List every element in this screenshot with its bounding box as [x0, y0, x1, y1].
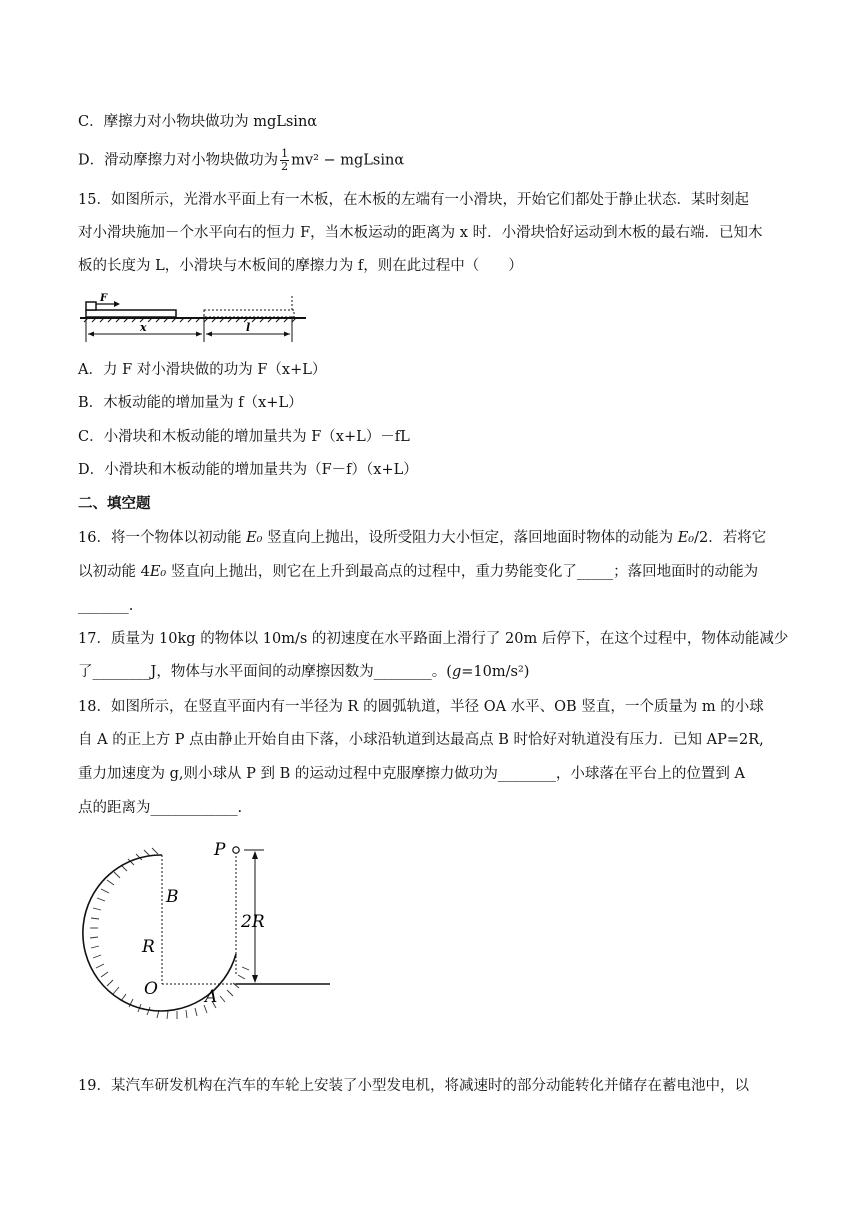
- q14-option-d-suffix: mv² − mgLsinα: [291, 152, 405, 169]
- q16-line3: _______.: [78, 598, 134, 614]
- q17-text-1: 了________J，物体与水平面间的动摩擦因数为________。(: [78, 664, 452, 680]
- q18-line2: 自 A 的正上方 P 点由静止开始自由下落，小球沿轨道到达最高点 B 时恰好对轨道没有压力．已知 AP=2R,: [78, 732, 764, 748]
- q15-option-c: C．小滑块和木板动能的增加量共为 F（x+L）－fL: [78, 429, 410, 445]
- e0-symbol: E₀: [149, 564, 167, 580]
- slider-block: [86, 302, 96, 310]
- q17-line1: 17．质量为 10kg 的物体以 10m/s 的初速度在水平路面上滑行了 20m 后停下，在这个过程中，物体动能减少: [78, 631, 789, 647]
- q15-stem-line1: 15．如图所示，光滑水平面上有一木板，在木板的左端有一小滑块，开始它们都处于静止状态．某时刻起: [78, 192, 749, 208]
- q16-line2: [78, 562, 758, 582]
- half-fraction: [280, 148, 289, 173]
- fraction-numerator: 1: [281, 147, 289, 160]
- q17-text-2: =10m/s²): [461, 664, 530, 680]
- section-title: 二、填空题: [78, 495, 151, 512]
- label-a: A: [205, 987, 218, 1007]
- q15-option-d: D．小滑块和木板动能的增加量共为（F－f）（x+L）: [78, 462, 418, 478]
- g-symbol: g: [451, 664, 462, 680]
- q18-line1: 18．如图所示，在竖直平面内有一半径为 R 的圆弧轨道，半径 OA 水平、OB 竖直，一个质量为 m 的小球: [78, 699, 764, 715]
- ball: [233, 847, 239, 853]
- q16-text-3: /2．若将它: [694, 530, 767, 546]
- q16-text-4: 以初动能 4: [78, 564, 150, 580]
- label-2r: 2R: [241, 912, 265, 932]
- q15-board-diagram: [78, 290, 318, 348]
- q16-line1: [78, 528, 766, 548]
- label-r: R: [142, 937, 155, 957]
- q14-option-c: C．摩擦力对小物块做功为 mgLsinα: [78, 114, 318, 130]
- q15-option-b: B．木板动能的增加量为 f（x+L）: [78, 395, 303, 411]
- q14-option-d-prefix: D．滑动摩擦力对小物块做功为: [78, 152, 279, 169]
- e0-symbol: E₀: [246, 530, 263, 546]
- q18-line3: 重力加速度为 g,则小球从 P 到 B 的运动过程中克服摩擦力做功为________，小球落在平台上的位置到 A: [78, 766, 745, 782]
- q19-line1: 19．某汽车研发机构在汽车的车轮上安装了小型发电机，将减速时的部分动能转化并储存在蓄电池中，以: [78, 1078, 749, 1094]
- q18-line4: 点的距离为____________.: [78, 800, 243, 816]
- board-final-position: [204, 310, 294, 317]
- q16-text-5: 竖直向上抛出，则它在上升到最高点的过程中，重力势能变化了_____；落回地面时的动能为: [166, 564, 759, 580]
- fraction-denominator: 2: [281, 160, 289, 173]
- q14-option-d: [78, 148, 404, 173]
- q16-text-1: 16．将一个物体以初动能: [78, 530, 247, 546]
- q16-text-2: 竖直向上抛出，设所受阻力大小恒定，落回地面时物体的动能为: [262, 530, 678, 546]
- label-p: P: [214, 840, 226, 860]
- q17-line2: [78, 662, 529, 682]
- e0-symbol: E₀: [677, 530, 695, 546]
- q15-stem-line2: 对小滑块施加－个水平向右的恒力 F，当木板运动的距离为 x 时．小滑块恰好运动到木板的最右端．已知木: [78, 225, 763, 241]
- label-o: O: [144, 979, 158, 999]
- q15-option-a: A．力 F 对小滑块做的功为 F（x+L）: [78, 362, 327, 378]
- force-label: F: [100, 293, 108, 304]
- q15-stem-line3: 板的长度为 L，小滑块与木板间的摩擦力为 f，则在此过程中（ ）: [78, 258, 523, 274]
- board: [86, 310, 176, 317]
- label-b: B: [166, 887, 179, 907]
- l-length-label: l: [246, 321, 251, 334]
- q18-arc-track-diagram: [80, 830, 340, 1062]
- x-distance-label: x: [140, 321, 147, 334]
